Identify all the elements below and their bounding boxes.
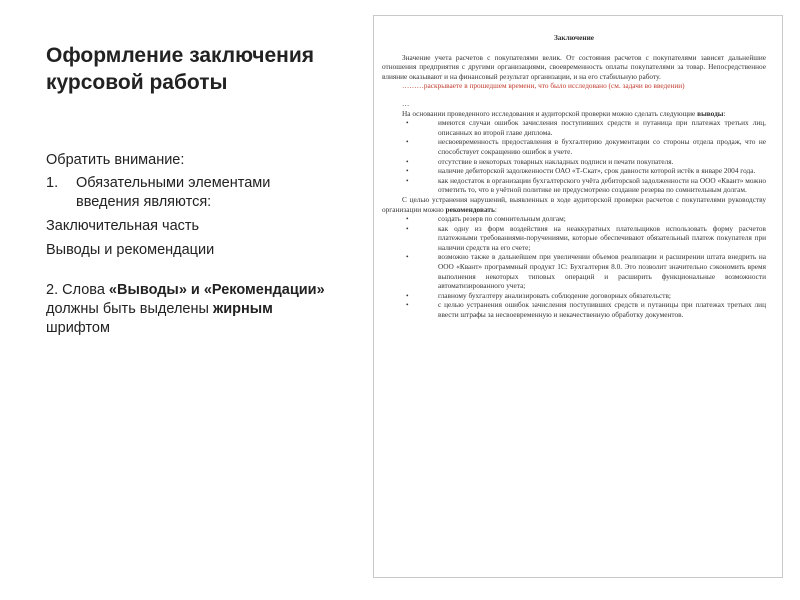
- list-item-text: наличие дебиторской задолженности ОАО «Т-Скат», срок давности которой истёк в январе 2004 года.: [438, 166, 756, 176]
- conclusions-colon: :: [723, 108, 726, 118]
- document-heading: Заключение: [553, 33, 595, 42]
- recommendations-colon: :: [494, 204, 497, 214]
- list-item: [382, 166, 766, 176]
- list-item-text: отсутствие в некоторых товарных накладных подписи и печати покупателя.: [438, 156, 674, 166]
- p2-bold-words: «Выводы» и «Рекомендации»: [108, 282, 325, 298]
- conclusions-intro: [382, 109, 766, 119]
- intro-text: Обратить внимание:: [46, 152, 185, 168]
- numbered-item-1: [46, 174, 326, 212]
- recommendations-bold: рекомендовать: [445, 204, 495, 214]
- recommendations-list: [382, 214, 766, 320]
- list-item-text: имеются случаи ошибок зачисления поступивших средств и путаница при платежах третьих лиц, описанных во второй главе диплома.: [438, 118, 766, 137]
- bullet-icon: •: [406, 214, 409, 224]
- list-item: [382, 118, 766, 137]
- p2-bold-font: жирным: [212, 301, 273, 317]
- recommendations-intro: [382, 195, 766, 214]
- slide-title: Оформление заключения курсовой работы: [46, 44, 314, 94]
- line-conclusion-part: Заключительная часть: [46, 218, 200, 234]
- p2-middle: должны быть выделены: [46, 301, 213, 317]
- bullet-icon: •: [406, 166, 409, 176]
- bold-note-paragraph: [46, 281, 326, 338]
- document-paragraph: Значение учета расчетов с покупателями велик. От состояния расчетов с покупателями зависят дальнейшие отношения предприятия с другими организациями, своевременность оплаты покупателями за товар. Непосредственное влияние оказывают и на финансовый результат организации, и на его стабильную работу.: [382, 52, 766, 81]
- list-item-text: несвоевременность предоставления в бухгалтерию документации со стороны отдела продаж, что не способствует сокращению ошибок в учете.: [438, 137, 766, 156]
- item-text: Обязательными элементами введения являются:: [76, 175, 271, 210]
- p2-suffix: шрифтом: [46, 320, 110, 336]
- list-item-text: возможно также в дальнейшем при увеличении объемов реализации и расширении штата внедрить на ООО «Квант» программный продукт 1С: Бухгалтерия 8.0. Это позволит значительно сэкономить время выполнения некоторых типовых операций и расширить функциональные возможности автоматизированного учета;: [438, 252, 766, 291]
- document-page-image: [373, 15, 783, 578]
- list-item-text: главному бухгалтеру анализировать соблюдение договорных обязательств;: [438, 290, 671, 300]
- list-item: [382, 252, 766, 290]
- conclusions-list: [382, 118, 766, 195]
- conclusions-bold: выводы: [697, 108, 724, 118]
- list-item-text: как недостаток в организации бухгалтерского учёта дебиторской задолженности на ООО «Квант» можно отметить то, что в учётной политике не предусмотрено создание резерва по сомнительным долгам.: [438, 175, 766, 195]
- list-item-text: создать резерв по сомнительным долгам;: [438, 214, 566, 224]
- list-item-text: с целью устранения ошибок зачисления поступивших средств и путаницы при платежах третьих лиц ввести штрафы за несвоевременную и некачественную обработку документов.: [438, 300, 766, 320]
- p2-prefix: 2. Слова: [46, 282, 109, 298]
- bullet-icon: •: [406, 223, 409, 233]
- document-page: [382, 33, 766, 320]
- list-item: [382, 300, 766, 319]
- slide-notes: [46, 151, 326, 338]
- bullet-icon: •: [406, 137, 409, 147]
- bullet-icon: •: [406, 118, 409, 128]
- bullet-icon: •: [406, 290, 409, 300]
- conclusions-intro-text: На основании проведенного исследования и аудиторской проверки можно сделать следующие: [402, 108, 696, 118]
- list-item-text: как одну из форм воздействия на неаккуратных плательщиков использовать форму расчетов платежными требованиями-поручениями, которые обеспечивают обязательный платеж покупателя при наличии средств на его счете;: [438, 223, 766, 252]
- list-item: [382, 224, 766, 253]
- list-item: [382, 137, 766, 156]
- recommendations-intro-text: С целью устранения нарушений, выявленных в ходе аудиторской проверки расчетов с покупателями руководству организации можно: [382, 194, 766, 214]
- red-note: ………раскрываете в прошедшем времени, что было исследовано (см. задачи во введении): [402, 81, 685, 91]
- list-item: [382, 214, 766, 224]
- bullet-icon: •: [406, 252, 409, 262]
- list-item: [382, 157, 766, 167]
- line-conclusions-recommendations: Выводы и рекомендации: [46, 242, 215, 258]
- ellipsis: …: [402, 98, 410, 108]
- bullet-icon: •: [406, 300, 409, 310]
- list-item: [382, 176, 766, 195]
- bullet-icon: •: [406, 156, 409, 166]
- bullet-icon: •: [406, 175, 409, 185]
- item-number: 1.: [46, 175, 59, 191]
- list-item: [382, 291, 766, 301]
